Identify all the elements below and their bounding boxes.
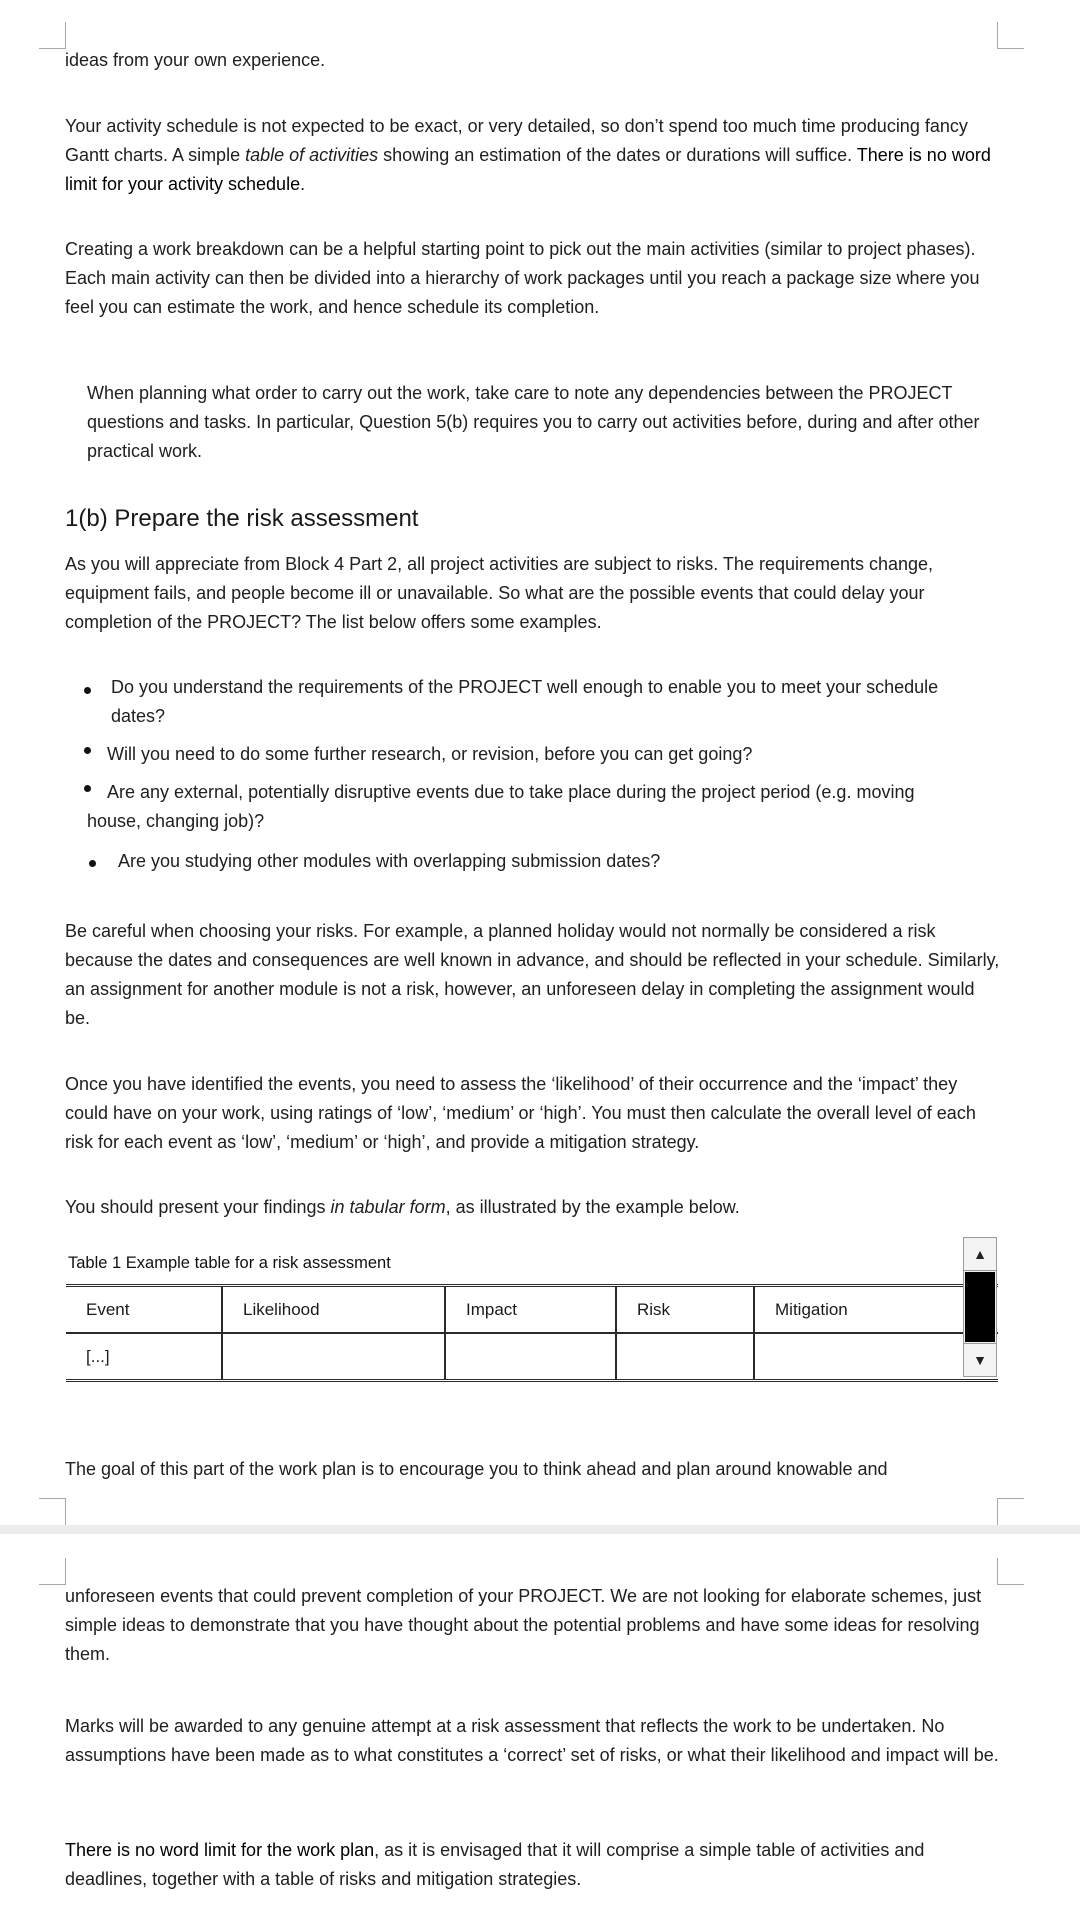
column-header-impact: Impact [445, 1286, 616, 1334]
paragraph-word-limit: There is no word limit for the work plan, as it is envisaged that it will comprise a simple table of activities and deadlines, together with a table of risks and mitigation strategies. [65, 1840, 925, 1889]
column-header-mitigation: Mitigation [754, 1286, 998, 1334]
crop-mark-top-right [997, 22, 1024, 49]
triangle-down-icon: ▼ [973, 1352, 987, 1368]
table-caption: Table 1 Example table for a risk assessment [68, 1254, 391, 1272]
table-header-row [66, 1286, 998, 1334]
bullet-icon [89, 860, 96, 867]
scroll-down-button[interactable] [964, 1343, 996, 1376]
note-dependencies: When planning what order to carry out the work, take care to note any dependencies between the PROJECT questions and tasks. In particular, Question 5(b) requires you to carry out activities before, during and after other practical work. [87, 383, 980, 461]
table-cell-event: [...] [66, 1333, 222, 1381]
list-item: Are any external, potentially disruptive events due to take place during the project period (e.g. moving house, changing job)? [87, 782, 915, 831]
risk-assessment-table [66, 1284, 998, 1382]
column-header-risk: Risk [616, 1286, 754, 1334]
list-item: Are you studying other modules with overlapping submission dates? [118, 851, 661, 871]
triangle-up-icon: ▲ [973, 1246, 987, 1262]
bullet-icon [84, 687, 91, 694]
paragraph-risk-intro: As you will appreciate from Block 4 Part 2, all project activities are subject to risks. The requirements change, equipment fails, and people become ill or unavailable. So what are the possible events that could delay your completion of the PROJECT? The list below offers some examples. [65, 554, 934, 632]
column-header-likelihood: Likelihood [222, 1286, 445, 1334]
table-cell-risk [616, 1333, 754, 1381]
crop-mark-top-right [997, 1558, 1024, 1585]
list-item: Will you need to do some further research, or revision, before you can get going? [107, 744, 753, 764]
paragraph-marks: Marks will be awarded to any genuine attempt at a risk assessment that reflects the work to be undertaken. No assumptions have been made as to what constitutes a ‘correct’ set of risks, or what their likelihood and impact will be. [65, 1716, 999, 1765]
table-cell-likelihood [222, 1333, 445, 1381]
paragraph-likelihood-impact: Once you have identified the events, you need to assess the ‘likelihood’ of their occurrence and the ‘impact’ they could have on your work, using ratings of ‘low’, ‘medium’ or ‘high’. You must then calculate the overall level of each risk for each event as ‘low’, ‘medium’ or ‘high’, and provide a mitigation strategy. [65, 1074, 976, 1152]
crop-mark-bottom-left [39, 1498, 66, 1525]
paragraph-tabular-form: You should present your findings in tabular form, as illustrated by the example below. [65, 1197, 740, 1217]
paragraph-goal-end: unforeseen events that could prevent completion of your PROJECT. We are not looking for elaborate schemes, just simple ideas to demonstrate that you have thought about the potential problems and have some ideas for resolving them. [65, 1586, 982, 1664]
column-header-event: Event [66, 1286, 222, 1334]
paragraph-intro-end: ideas from your own experience. [65, 50, 326, 70]
scroll-up-button[interactable] [964, 1238, 996, 1271]
scrollbar-thumb[interactable] [965, 1272, 995, 1342]
paragraph-activity-schedule: Your activity schedule is not expected to be exact, or very detailed, so don’t spend too much time producing fancy Gantt charts. A simple table of activities showing an estimation of the dates or durations will suffice. There is no word limit for your activity schedule. [65, 116, 991, 194]
crop-mark-bottom-right [997, 1498, 1024, 1525]
crop-mark-top-left [39, 1558, 66, 1585]
document-page-2 [0, 1534, 1080, 1915]
paragraph-goal-start: The goal of this part of the work plan is to encourage you to think ahead and plan around knowable and [65, 1459, 888, 1479]
section-heading-risk-assessment: 1(b) Prepare the risk assessment [65, 505, 419, 532]
table-cell-impact [445, 1333, 616, 1381]
paragraph-work-breakdown: Creating a work breakdown can be a helpful starting point to pick out the main activities (similar to project phases). Each main activity can then be divided into a hierarchy of work packages until you reach a package size where you feel you can estimate the work, and hence schedule its completion. [65, 239, 980, 317]
table-scrollbar[interactable] [963, 1237, 997, 1377]
page-separator [0, 1525, 1080, 1534]
crop-mark-top-left [39, 22, 66, 49]
table-row [66, 1333, 998, 1381]
table-cell-mitigation [754, 1333, 998, 1381]
list-item: Do you understand the requirements of the PROJECT well enough to enable you to meet your schedule dates? [111, 677, 939, 726]
bullet-icon [84, 747, 91, 754]
paragraph-choosing-risks: Be careful when choosing your risks. For example, a planned holiday would not normally be considered a risk because the dates and consequences are well known in advance, and should be reflected in your schedule. Similarly, an assignment for another module is not a risk, however, an unforeseen delay in completing the assignment would be. [65, 921, 1000, 1028]
